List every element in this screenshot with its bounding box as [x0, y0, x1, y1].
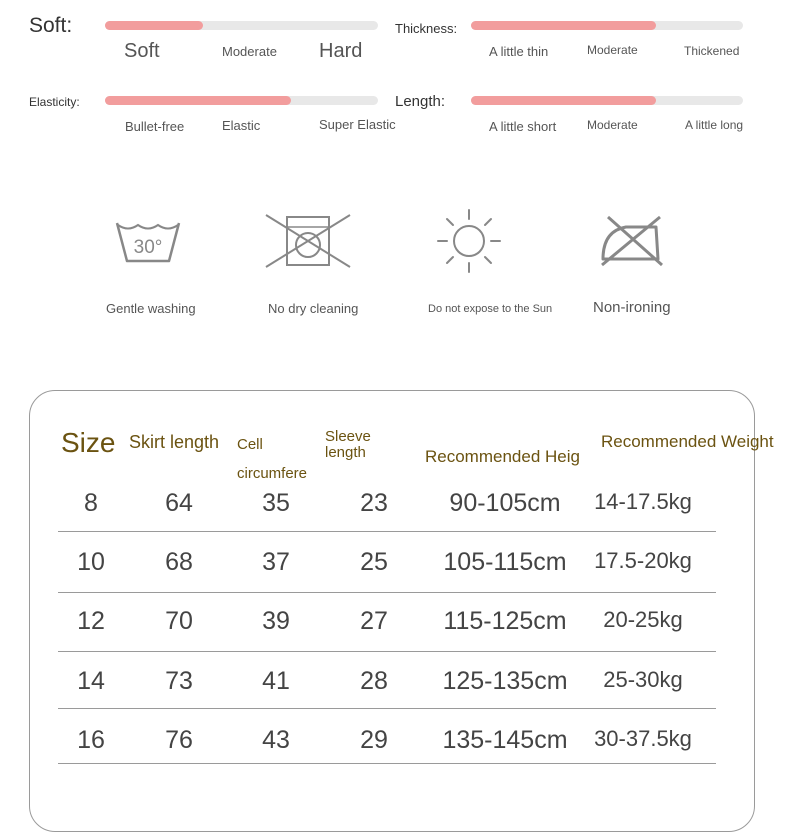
row-divider — [58, 592, 716, 593]
header-cell-line1: Cell — [237, 436, 263, 453]
header-sleeve-line2: length — [325, 444, 366, 461]
cell-sleeve-length: 29 — [360, 726, 388, 754]
thickness-label: Thickness: — [395, 21, 458, 36]
sun-icon — [436, 209, 502, 273]
header-size: Size — [61, 427, 116, 458]
wash-temperature: 30° — [133, 237, 163, 258]
cell-size: 16 — [77, 726, 105, 754]
header-sleeve-line1: Sleeve — [325, 428, 371, 445]
row-divider — [58, 763, 716, 764]
length-option-long: A little long — [685, 118, 744, 132]
cell-recommended-height: 115-125cm — [443, 607, 567, 635]
cell-recommended-weight: 14-17.5kg — [594, 489, 692, 514]
length-option-short: A little short — [489, 119, 557, 134]
cell-skirt-length: 73 — [165, 667, 193, 695]
cell-skirt-length: 76 — [165, 726, 193, 754]
cell-sleeve-length: 28 — [360, 667, 388, 695]
soft-scale-fill — [105, 21, 203, 30]
no-iron-icon — [598, 211, 664, 267]
cell-sleeve-length: 27 — [360, 607, 388, 635]
cell-recommended-height: 90-105cm — [449, 489, 561, 517]
length-label: Length: — [395, 93, 446, 110]
cell-recommended-height: 125-135cm — [442, 667, 568, 695]
soft-scale-track — [105, 21, 378, 30]
cell-recommended-weight: 20-25kg — [603, 607, 683, 632]
cell-size: 12 — [77, 607, 105, 635]
cell-recommended-height: 105-115cm — [443, 548, 567, 576]
cell-sleeve-length: 23 — [360, 489, 388, 517]
length-scale-track — [471, 96, 743, 105]
elasticity-option-bullet-free: Bullet-free — [125, 119, 185, 134]
row-divider — [58, 531, 716, 532]
thickness-option-moderate: Moderate — [587, 43, 638, 57]
elasticity-label: Elasticity: — [29, 95, 80, 109]
row-divider — [58, 708, 716, 709]
cell-cell-circumference: 39 — [262, 607, 290, 635]
elasticity-option-elastic: Elastic — [222, 118, 261, 133]
care-label-no-dry-cleaning: No dry cleaning — [268, 301, 359, 316]
cell-skirt-length: 70 — [165, 607, 193, 635]
row-divider — [58, 651, 716, 652]
header-skirt-length: Skirt length — [129, 432, 220, 452]
care-label-non-ironing: Non-ironing — [593, 299, 671, 316]
soft-option-soft: Soft — [124, 40, 160, 62]
cell-recommended-weight: 17.5-20kg — [594, 548, 692, 573]
cell-recommended-weight: 30-37.5kg — [594, 726, 692, 751]
length-scale-fill — [471, 96, 656, 105]
thickness-option-thickened: Thickened — [684, 44, 740, 58]
soft-option-hard: Hard — [319, 40, 363, 62]
soft-option-moderate: Moderate — [222, 44, 277, 59]
cell-skirt-length: 68 — [165, 548, 193, 576]
cell-skirt-length: 64 — [165, 489, 193, 517]
cell-cell-circumference: 37 — [262, 548, 290, 576]
header-recommended-weight: Recommended Weight — [601, 432, 774, 451]
soft-label: Soft: — [29, 14, 73, 37]
gentle-wash-30-icon — [114, 218, 182, 264]
header-cell-line2: circumfere — [237, 465, 308, 482]
thickness-option-thin: A little thin — [489, 44, 549, 59]
elasticity-option-super-elastic: Super Elastic — [319, 117, 396, 132]
cell-recommended-height: 135-145cm — [442, 726, 568, 754]
cell-size: 10 — [77, 548, 105, 576]
elasticity-scale-track — [105, 96, 378, 105]
cell-cell-circumference: 35 — [262, 489, 290, 517]
cell-sleeve-length: 25 — [360, 548, 388, 576]
header-recommended-height: Recommended Heig — [425, 447, 580, 466]
care-label-gentle-washing: Gentle washing — [106, 301, 196, 316]
care-label-no-sun: Do not expose to the Sun — [428, 303, 553, 315]
length-option-moderate: Moderate — [587, 118, 638, 132]
cell-cell-circumference: 43 — [262, 726, 290, 754]
thickness-scale-track — [471, 21, 743, 30]
thickness-scale-fill — [471, 21, 656, 30]
cell-size: 8 — [84, 489, 98, 517]
cell-recommended-weight: 25-30kg — [603, 667, 683, 692]
cell-size: 14 — [77, 667, 105, 695]
no-dry-clean-icon — [265, 213, 351, 269]
elasticity-scale-fill — [105, 96, 291, 105]
cell-cell-circumference: 41 — [262, 667, 290, 695]
